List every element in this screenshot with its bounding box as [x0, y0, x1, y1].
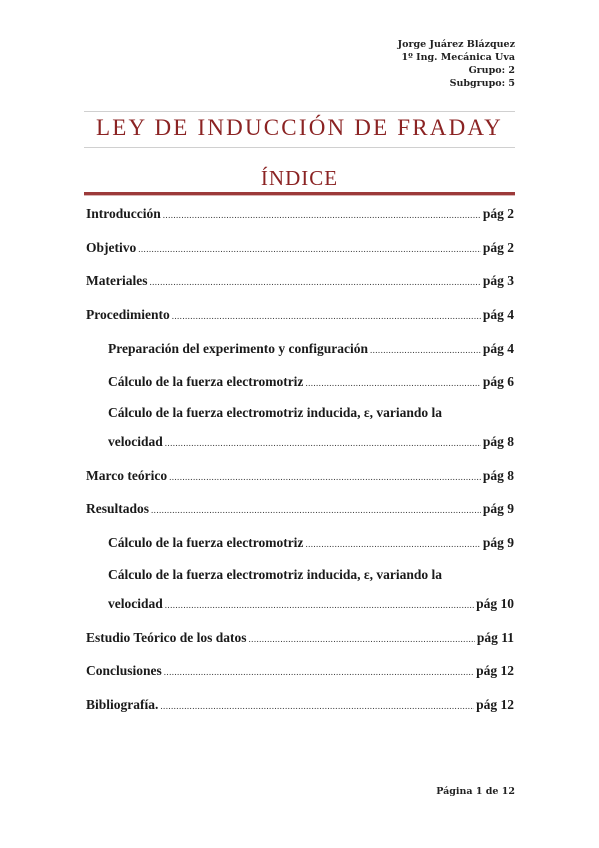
toc-entry-estudio-teorico[interactable]: Estudio Teórico de los datos ..... pág 11 — [86, 630, 514, 646]
toc-entry-calculo-fem-inducida-line1[interactable]: Cálculo de la fuerza electromotriz inducida, ε, variando la — [108, 405, 442, 420]
group-label: Grupo: 2 — [468, 65, 515, 76]
index-rule-shadow — [84, 195, 515, 196]
toc-entry-bibliografia[interactable]: Bibliografía. ..... pág 12 — [86, 697, 514, 713]
toc-entry-procedimiento[interactable]: Procedimiento ..... pág 4 — [86, 307, 514, 323]
toc-entry-conclusiones[interactable]: Conclusiones ..... pág 12 — [86, 663, 514, 679]
title-rule-bottom — [84, 147, 515, 148]
toc-entry-calculo-fem-inducida[interactable]: velocidad ..... pág 8 — [108, 434, 514, 450]
title-rule-top — [84, 111, 515, 112]
toc-entry-objetivo[interactable]: Objetivo ..... pág 2 — [86, 240, 514, 256]
toc-entry-preparacion[interactable]: Preparación del experimento y configuración ..... pág 4 — [108, 341, 514, 357]
toc-entry-introduccion[interactable]: Introducción ..... pág 2 — [86, 206, 514, 222]
subgroup-label: Subgrupo: 5 — [449, 78, 515, 89]
toc-entry-resultados-fem-inducida-line1[interactable]: Cálculo de la fuerza electromotriz inducida, ε, variando la — [108, 567, 442, 582]
document-title: LEY DE INDUCCIÓN DE FRADAY — [96, 115, 503, 140]
author-name: Jorge Juárez Blázquez — [397, 39, 515, 50]
toc-entry-materiales[interactable]: Materiales ..... pág 3 — [86, 273, 514, 289]
toc-entry-resultados[interactable]: Resultados ..... pág 9 — [86, 501, 514, 517]
toc-entry-resultados-fem[interactable]: Cálculo de la fuerza electromotriz ..... pág 9 — [108, 535, 514, 551]
index-heading: ÍNDICE — [260, 166, 339, 190]
toc-entry-marco-teorico[interactable]: Marco teórico ..... pág 8 — [86, 468, 514, 484]
page-header — [398, 38, 515, 90]
toc-entry-resultados-fem-inducida[interactable]: velocidad ..... pág 10 — [108, 596, 514, 612]
page-number-footer: Página 1 de 12 — [436, 786, 515, 797]
course-name: 1º Ing. Mecánica Uva — [401, 52, 515, 63]
toc-entry-calculo-fem[interactable]: Cálculo de la fuerza electromotriz ..... pág 6 — [108, 374, 514, 390]
